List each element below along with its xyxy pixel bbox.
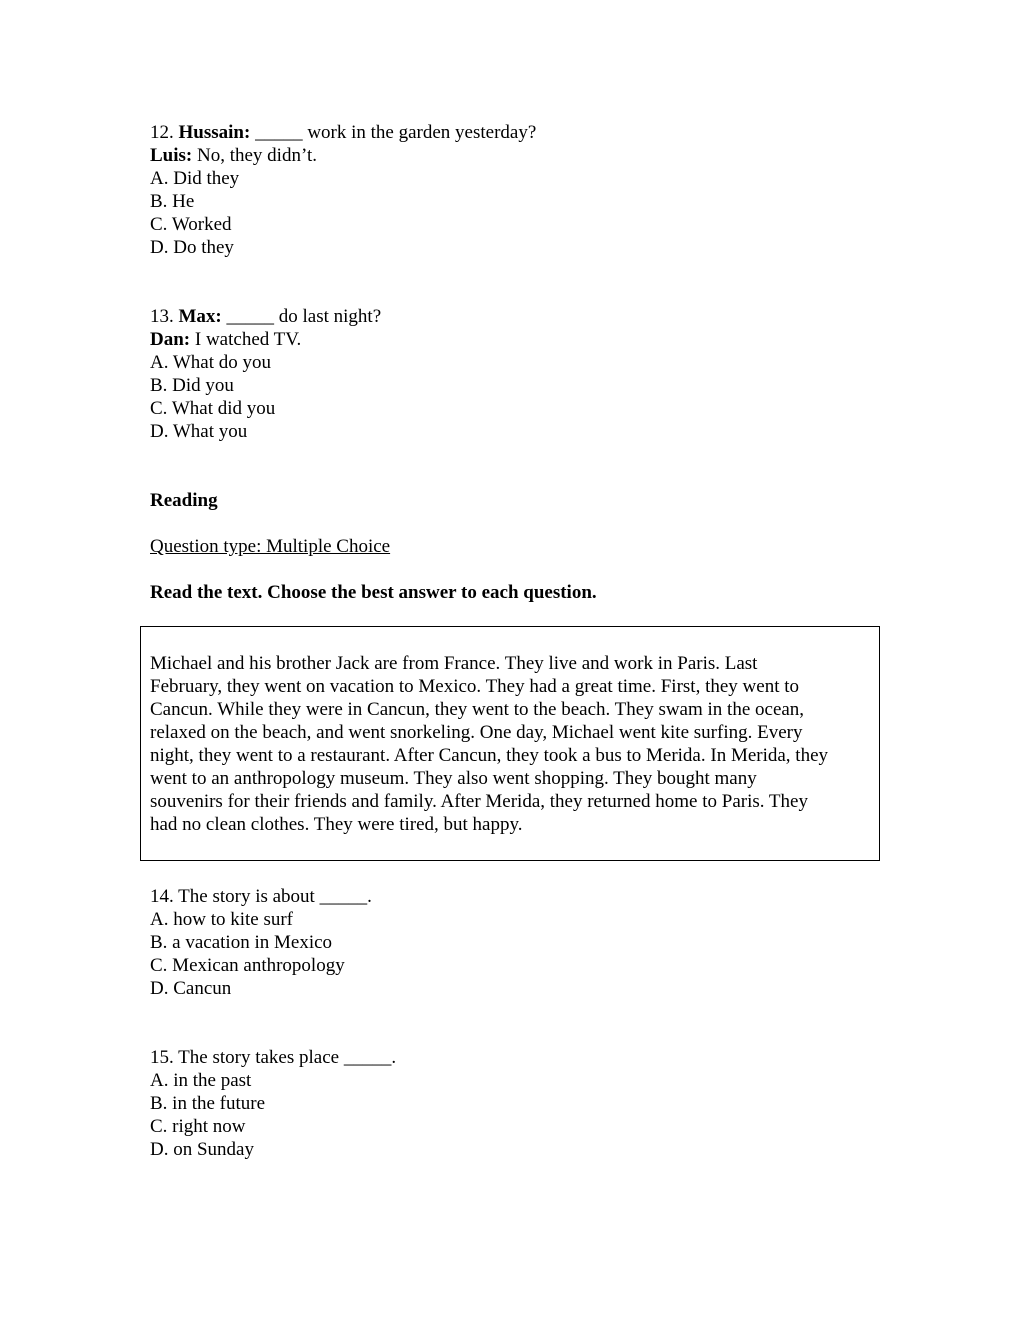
instruction: Read the text. Choose the best answer to each question.	[150, 582, 597, 603]
q14-option: D. Cancun	[150, 978, 232, 999]
q12-response: Luis: No, they didn’t.	[150, 145, 317, 166]
q15-option: C. right now	[150, 1116, 246, 1137]
q13-option: B. Did you	[150, 375, 234, 396]
q13-option: A. What do you	[150, 352, 272, 373]
q14-stem: 14. The story is about _____.	[150, 886, 372, 907]
question-type: Question type: Multiple Choice	[150, 536, 391, 557]
passage-line: went to an anthropology museum. They also went shopping. They bought many	[150, 768, 757, 789]
q13-response: Dan: I watched TV.	[150, 329, 302, 350]
q12-option: B. He	[150, 191, 195, 212]
section-heading: Reading	[150, 490, 218, 511]
passage-line: souvenirs for their friends and family. After Merida, they returned home to Paris. They	[150, 791, 808, 812]
q13-stem: 13. Max: _____ do last night?	[150, 306, 382, 327]
q12-option: D. Do they	[150, 237, 234, 258]
q13-option: D. What you	[150, 421, 248, 442]
q15-option: A. in the past	[150, 1070, 252, 1091]
q13-option: C. What did you	[150, 398, 276, 419]
passage-line: February, they went on vacation to Mexico. They had a great time. First, they went to	[150, 676, 799, 697]
q14-option: B. a vacation in Mexico	[150, 932, 333, 953]
q12-option: A. Did they	[150, 168, 240, 189]
q14-option: A. how to kite surf	[150, 909, 294, 930]
passage-line: Michael and his brother Jack are from France. They live and work in Paris. Last	[150, 653, 758, 674]
q12-option: C. Worked	[150, 214, 232, 235]
q15-option: B. in the future	[150, 1093, 266, 1114]
passage-line: night, they went to a restaurant. After Cancun, they took a bus to Merida. In Merida, they	[150, 745, 829, 766]
passage-line: Cancun. While they were in Cancun, they went to the beach. They swam in the ocean,	[150, 699, 805, 720]
passage-line: relaxed on the beach, and went snorkeling. One day, Michael went kite surfing. Every	[150, 722, 803, 743]
q14-option: C. Mexican anthropology	[150, 955, 345, 976]
passage-line: had no clean clothes. They were tired, but happy.	[150, 814, 523, 835]
q12-stem: 12. Hussain: _____ work in the garden yesterday?	[150, 122, 537, 143]
passage	[150, 652, 870, 836]
q15-option: D. on Sunday	[150, 1139, 254, 1160]
q15-stem: 15. The story takes place _____.	[150, 1047, 397, 1068]
